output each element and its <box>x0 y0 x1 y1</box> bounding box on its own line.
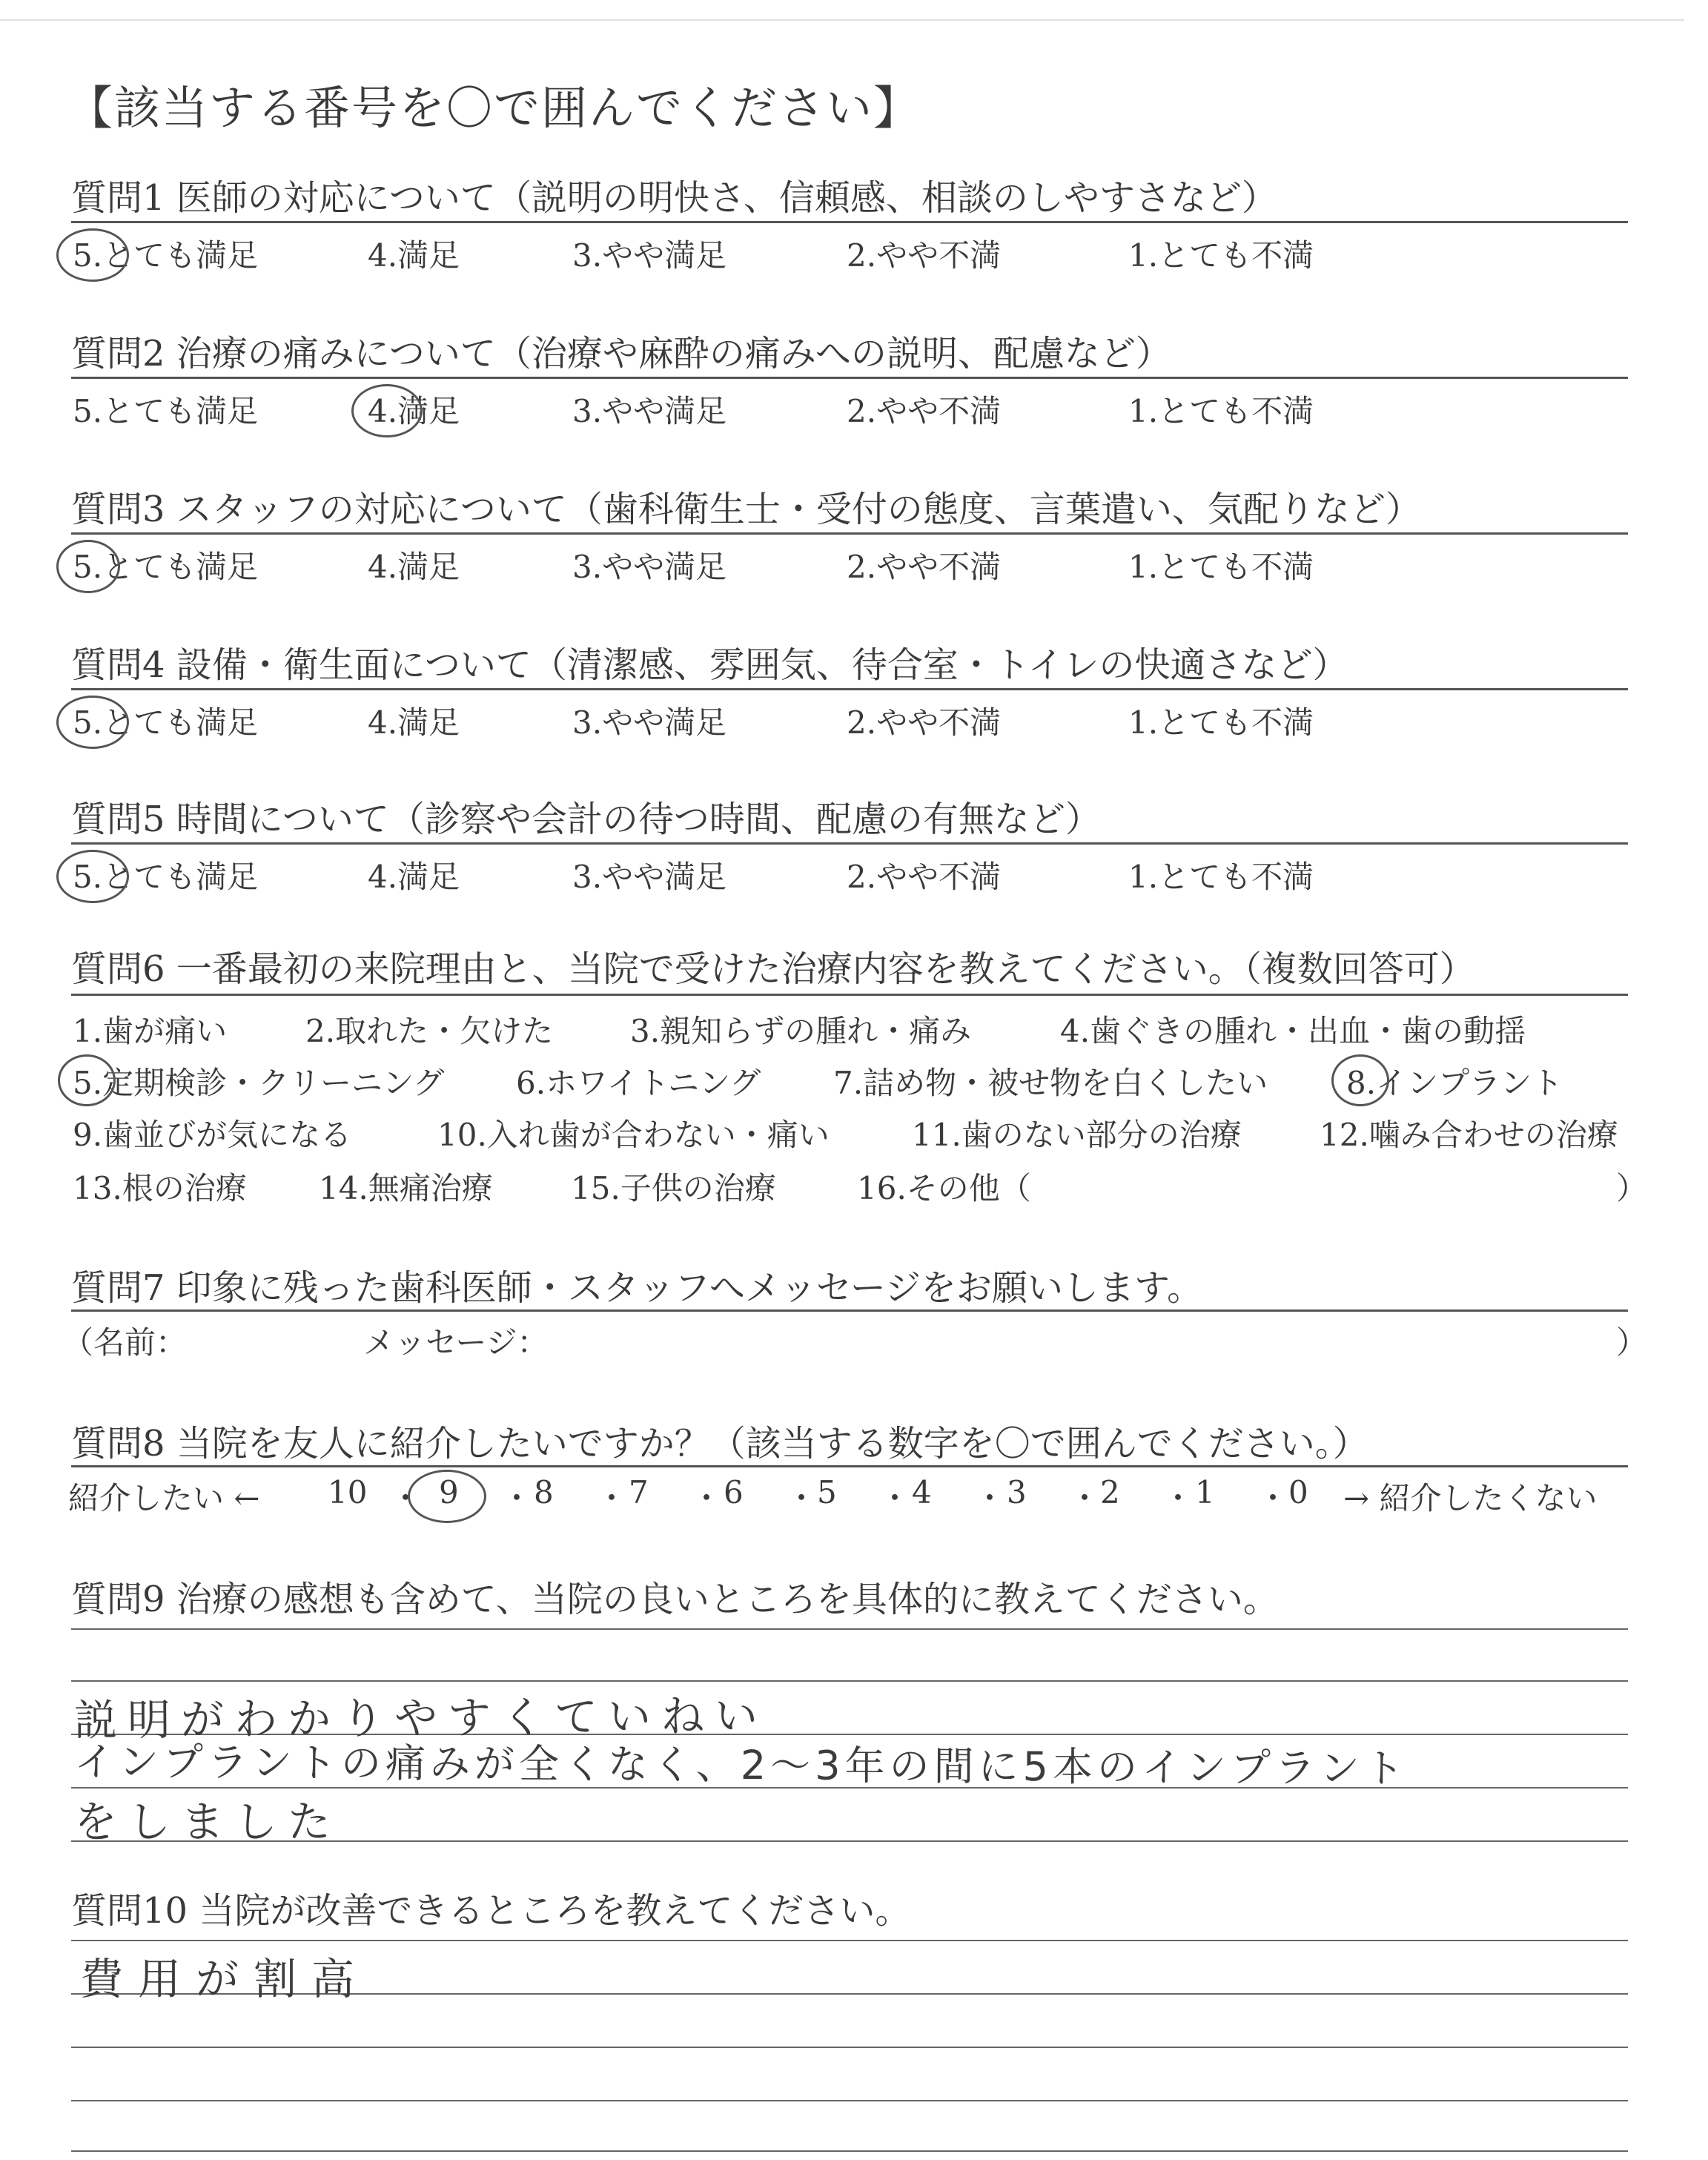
q8-label: 質問8 当院を友人に紹介したいですか？（該当する数字を〇で囲んでください。） <box>71 1423 1368 1464</box>
q6-option-3: 3.親知らずの腫れ・痛み <box>630 1013 972 1049</box>
q8-scale-2: 2 <box>1100 1474 1120 1510</box>
q6-selected-circle-8 <box>1331 1054 1389 1106</box>
q6-option-1: 1.歯が痛い <box>73 1013 228 1049</box>
q5-option-4: 4.満足 <box>368 859 460 895</box>
q9-answer-line-2: インプラントの痛みが全くなく、2〜3年の間に5本のインプラント <box>73 1738 1409 1792</box>
q2-option-4: 4.満足 <box>368 393 460 429</box>
q8-scale-10: 10 <box>328 1474 368 1510</box>
q6-label: 質問6 一番最初の来院理由と、当院で受けた治療内容を教えてください。（複数回答可） <box>71 948 1475 990</box>
q8-scale-separator: ・ <box>1069 1480 1101 1516</box>
q6-option-5: 5.定期検診・クリーニング <box>73 1065 445 1101</box>
q10-line-1 <box>71 1940 1628 1941</box>
q1-option-1: 1.とても不満 <box>1128 237 1314 274</box>
q8-scale-5: 5 <box>817 1474 837 1510</box>
q3-option-2: 2.やや不満 <box>847 549 1002 585</box>
q8-scale-separator: ・ <box>691 1480 723 1516</box>
q3-option-1: 1.とても不満 <box>1128 549 1314 585</box>
q6-option-12: 12.噛み合わせの治療 <box>1320 1117 1618 1153</box>
q4-option-1: 1.とても不満 <box>1128 704 1314 741</box>
q5-rule <box>71 842 1628 845</box>
q10-line-3 <box>71 2047 1628 2048</box>
q2-rule <box>71 377 1628 379</box>
q8-scale-0: 0 <box>1288 1474 1308 1510</box>
q2-option-1: 1.とても不満 <box>1128 393 1314 429</box>
q6-option-9: 9.歯並びが気になる <box>73 1117 352 1153</box>
q7-close-paren: ） <box>1616 1324 1648 1361</box>
q10-label: 質問10 当院が改善できるところを教えてください。 <box>71 1890 911 1932</box>
q4-option-3: 3.やや満足 <box>572 704 727 741</box>
q1-option-3: 3.やや満足 <box>572 237 727 274</box>
q8-scale-4: 4 <box>912 1474 932 1510</box>
q6-option-4: 4.歯ぐきの腫れ・出血・歯の動揺 <box>1060 1013 1526 1049</box>
q6-option-10: 10.入れ歯が合わない・痛い <box>437 1117 830 1153</box>
q4-option-5: 5.とても満足 <box>73 704 259 741</box>
q9-line-2 <box>71 1680 1628 1682</box>
q7-rule <box>71 1309 1628 1312</box>
q8-scale-separator: ・ <box>501 1480 533 1516</box>
q9-answer-line-3: をしました <box>74 1797 342 1847</box>
q4-label: 質問4 設備・衛生面について（清潔感、雰囲気、待合室・トイレの快適さなど） <box>71 644 1348 686</box>
q6-option-6: 6.ホワイトニング <box>516 1065 761 1101</box>
q9-label: 質問9 治療の感想も含めて、当院の良いところを具体的に教えてください。 <box>71 1579 1279 1620</box>
q6-selected-circle-5 <box>58 1054 116 1106</box>
q2-option-3: 3.やや満足 <box>572 393 727 429</box>
q8-selected-circle <box>408 1470 486 1523</box>
q4-option-2: 2.やや不満 <box>847 704 1002 741</box>
q6-option-14: 14.無痛治療 <box>319 1170 493 1206</box>
q10-answer-line-1: 費用が割高 <box>80 1954 370 2004</box>
q6-option-11: 11.歯のない部分の治療 <box>912 1117 1242 1153</box>
q10-line-4 <box>71 2100 1628 2101</box>
q8-scale-7: 7 <box>629 1474 649 1510</box>
q8-scale-3: 3 <box>1007 1474 1027 1510</box>
q5-option-3: 3.やや満足 <box>572 859 727 895</box>
q6-option-15: 15.子供の治療 <box>571 1170 776 1206</box>
q8-left-label: 紹介したい ← <box>68 1480 260 1516</box>
q6-option-13: 13.根の治療 <box>73 1170 247 1206</box>
q1-rule <box>71 221 1628 223</box>
q3-option-3: 3.やや満足 <box>572 549 727 585</box>
q3-option-4: 4.満足 <box>368 549 460 585</box>
q3-label: 質問3 スタッフの対応について（歯科衛生士・受付の態度、言葉遣い、気配りなど） <box>71 489 1421 530</box>
q6-option-7: 7.詰め物・被せ物を白くしたい <box>833 1065 1268 1101</box>
q2-label: 質問2 治療の痛みについて（治療や麻酔の痛みへの説明、配慮など） <box>71 333 1171 374</box>
q8-rule <box>71 1465 1628 1467</box>
q1-option-4: 4.満足 <box>368 237 460 274</box>
form-title: 【該当する番号を〇で囲んでください】 <box>67 81 921 135</box>
q8-scale-8: 8 <box>534 1474 554 1510</box>
q6-option-16: 16.その他（ <box>857 1170 1031 1206</box>
q1-option-2: 2.やや不満 <box>847 237 1002 274</box>
q7-message-label: メッセージ： <box>363 1324 549 1361</box>
q4-option-4: 4.満足 <box>368 704 460 741</box>
q8-scale-1: 1 <box>1195 1474 1215 1510</box>
q5-label: 質問5 時間について（診察や会計の待つ時間、配慮の有無など） <box>71 799 1101 840</box>
q5-option-1: 1.とても不満 <box>1128 859 1314 895</box>
q5-option-5: 5.とても満足 <box>73 859 259 895</box>
q6-close-paren: ） <box>1616 1170 1648 1206</box>
q2-option-2: 2.やや不満 <box>847 393 1002 429</box>
q5-selected-circle <box>56 850 129 903</box>
q8-scale-separator: ・ <box>1257 1480 1289 1516</box>
q8-scale-separator: ・ <box>974 1480 1006 1516</box>
q8-scale-separator: ・ <box>1162 1480 1194 1516</box>
page-top-edge <box>0 19 1684 21</box>
q6-rule <box>71 994 1628 996</box>
q3-selected-circle <box>56 540 120 593</box>
q3-option-5: 5.とても満足 <box>73 549 259 585</box>
q8-scale-9: 9 <box>439 1474 459 1510</box>
q4-rule <box>71 688 1628 690</box>
q2-option-5: 5.とても満足 <box>73 393 259 429</box>
q8-scale-separator: ・ <box>879 1480 911 1516</box>
q6-option-2: 2.取れた・欠けた <box>305 1013 554 1049</box>
q7-name-label: （名前： <box>62 1324 188 1361</box>
q8-scale-6: 6 <box>724 1474 744 1510</box>
q3-rule <box>71 532 1628 535</box>
q8-scale-separator: ・ <box>596 1480 628 1516</box>
q8-right-label: → 紹介したくない <box>1343 1480 1598 1516</box>
q1-label: 質問1 医師の対応について（説明の明快さ、信頼感、相談のしやすさなど） <box>71 177 1277 219</box>
q9-answer-line-1: 説明がわかりやすくていねい <box>73 1690 769 1746</box>
q8-scale-separator: ・ <box>390 1480 422 1516</box>
q8-scale-separator: ・ <box>786 1480 818 1516</box>
q7-label: 質問7 印象に残った歯科医師・スタッフへメッセージをお願いします。 <box>71 1267 1203 1309</box>
q6-option-8: 8.インプラント <box>1346 1065 1563 1101</box>
q9-line-1 <box>71 1628 1628 1630</box>
q5-option-2: 2.やや不満 <box>847 859 1002 895</box>
q1-selected-circle <box>56 228 129 282</box>
q10-line-5 <box>71 2150 1628 2152</box>
q1-option-5: 5.とても満足 <box>73 237 259 274</box>
q4-selected-circle <box>56 696 129 749</box>
q2-selected-circle <box>351 384 423 437</box>
